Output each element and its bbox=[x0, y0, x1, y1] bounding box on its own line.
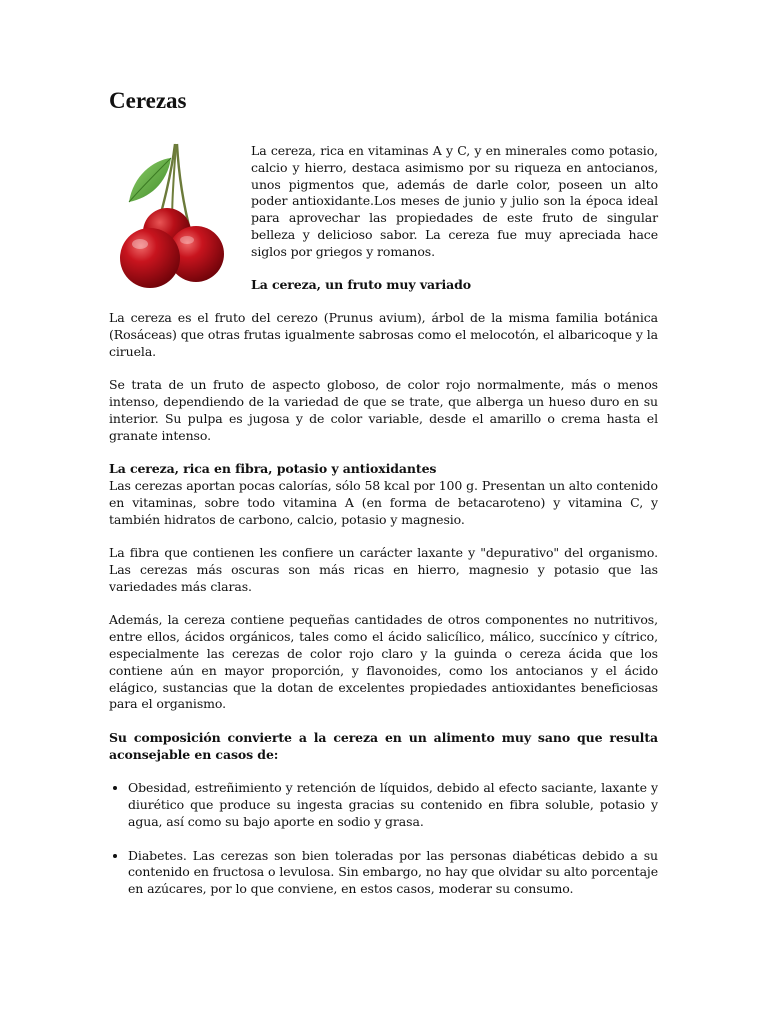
main-content bbox=[109, 310, 658, 915]
paragraph-1: La cereza es el fruto del cerezo (Prunus avium), árbol de la misma familia botánica (Rosáceas) que otras frutas igualmente sabrosas como el melocotón, el albaricoque y la ciruela. bbox=[109, 310, 658, 359]
composition-lead: Su composición convierte a la cereza en un alimento muy sano que resulta aconsejable en casos de: bbox=[109, 729, 658, 762]
list-item: • Diabetes. Las cerezas son bien toleradas por las personas diabéticas debido a su contenido en fructosa o levulosa. Sin embargo, no hay que olvidar su alto porcentaje en azúcares, por lo que conviene, en estos casos, moderar su consumo. bbox=[128, 848, 658, 898]
paragraph-2: Se trata de un fruto de aspecto globoso, de color rojo normalmente, más o menos intenso, dependiendo de la variedad de que se trate, que alberga un hueso duro en su interior. Su pulpa es jugosa y de color variable, desde el amarillo o crema hasta el granate intenso. bbox=[109, 377, 658, 443]
section-heading-fibra: La cereza, rica en fibra, potasio y antioxidantes bbox=[109, 461, 437, 477]
intro-block bbox=[251, 143, 658, 293]
cherry-svg bbox=[113, 136, 233, 296]
document-title: Cerezas bbox=[109, 88, 187, 113]
list-item: • Obesidad, estreñimiento y retención de líquidos, debido al efecto saciante, laxante y diurético que produce su ingesta gracias su contenido en fibra soluble, potasio y agua, así como su bajo aporte en sodio y grasa. bbox=[128, 780, 658, 830]
intro-subheading: La cereza, un fruto muy variado bbox=[251, 276, 471, 292]
paragraph-4: La fibra que contienen les confiere un carácter laxante y "depurativo" del organismo. Las cerezas más oscuras son más ricas en hierro, magnesio y potasio que las variedades más claras. bbox=[109, 545, 658, 594]
paragraph-3: Las cerezas aportan pocas calorías, sólo 58 kcal por 100 g. Presentan un alto contenido en vitaminas, sobre todo vitamina A (en forma de betacaroteno) y vitamina C, y también hidratos de carbono, calcio, potasio y magnesio. bbox=[109, 477, 658, 527]
benefits-list bbox=[109, 780, 658, 898]
cherry-illustration-icon bbox=[113, 136, 233, 296]
intro-paragraph: La cereza, rica en vitaminas A y C, y en minerales como potasio, calcio y hierro, destaca asimismo por su riqueza en antocianos, unos pigmentos que, además de darle color, poseen un alto poder antioxidante.Los meses de junio y julio son la época ideal para aprovechar las propiedades de este fruto de singular belleza y delicioso sabor. La cereza fue muy apreciada hace siglos por griegos y romanos. bbox=[251, 143, 658, 259]
paragraph-5: Además, la cereza contiene pequeñas cantidades de otros componentes no nutritivos, entre ellos, ácidos orgánicos, tales como el ácido salicílico, málico, succínico y cítrico, especialmente las cerezas de color rojo claro y la guinda o cereza ácida que los contiene aún en mayor proporción, y flavonoides, como los antocianos y el ácido elágico, sustancias que la dotan de excelentes propiedades antioxidantes beneficiosas para el organismo. bbox=[109, 612, 658, 712]
